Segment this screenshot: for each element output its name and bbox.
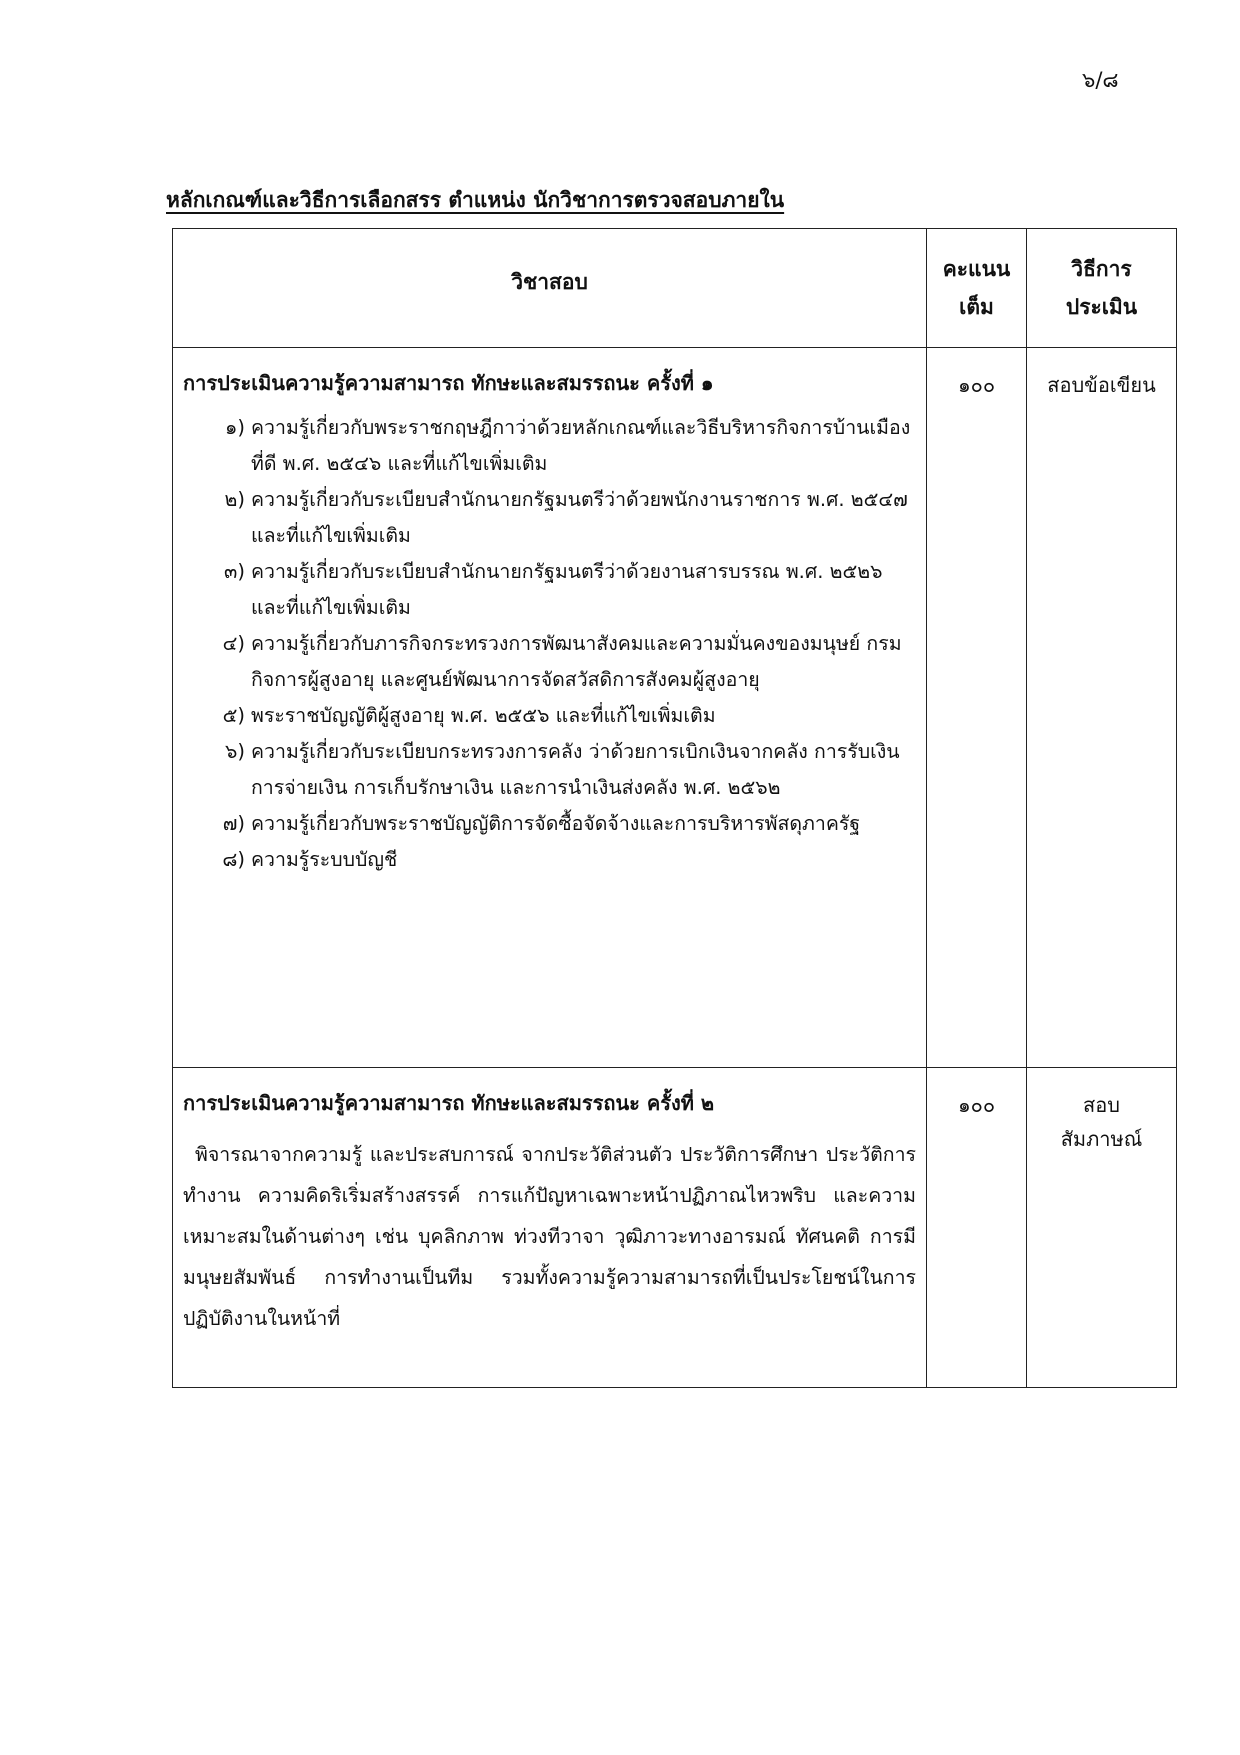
section-1-method: สอบข้อเขียน bbox=[1027, 348, 1177, 1068]
list-item-number: ๔) bbox=[222, 632, 245, 655]
list-item bbox=[183, 698, 916, 734]
list-item-text: ความรู้เกี่ยวกับระเบียบกระทรวงการคลัง ว่าด้วยการเบิกเงินจากคลัง การรับเงิน การจ่ายเงิน การเก็บรักษาเงิน และการนำเงินส่งคลัง พ.ศ. ๒๕๖๒ bbox=[251, 740, 900, 799]
list-item bbox=[183, 842, 916, 878]
section-2-subject-cell bbox=[173, 1068, 927, 1388]
table-row-section-2 bbox=[173, 1068, 1177, 1388]
table-row-section-1 bbox=[173, 348, 1177, 1068]
list-item bbox=[183, 482, 916, 554]
page-number: ๖/๘ bbox=[1082, 68, 1119, 92]
list-item-text: ความรู้เกี่ยวกับภารกิจกระทรวงการพัฒนาสังคมและความมั่นคงของมนุษย์ กรมกิจการผู้สูงอายุ และศูนย์พัฒนาการจัดสวัสดิการสังคมผู้สูงอายุ bbox=[251, 632, 902, 691]
list-item bbox=[183, 734, 916, 806]
document-title: หลักเกณฑ์และวิธีการเลือกสรร ตำแหน่ง นักวิชาการตรวจสอบภายใน bbox=[166, 188, 785, 212]
list-item bbox=[183, 626, 916, 698]
list-item-number: ๘) bbox=[222, 848, 245, 871]
section-1-heading: การประเมินความรู้ความสามารถ ทักษะและสมรรถนะ ครั้งที่ ๑ bbox=[183, 371, 714, 395]
list-item-number: ๕) bbox=[222, 704, 245, 727]
list-item-text: ความรู้เกี่ยวกับระเบียบสำนักนายกรัฐมนตรีว่าด้วยพนักงานราชการ พ.ศ. ๒๕๔๗ และที่แก้ไขเพิ่มเติม bbox=[251, 488, 908, 547]
list-item-number: ๓) bbox=[224, 560, 245, 583]
list-item-text: ความรู้เกี่ยวกับพระราชกฤษฎีกาว่าด้วยหลักเกณฑ์และวิธีบริหารกิจการบ้านเมืองที่ดี พ.ศ. ๒๕๔๖ และที่แก้ไขเพิ่มเติม bbox=[251, 416, 911, 475]
section-1-subject-cell bbox=[173, 348, 927, 1068]
selection-criteria-table bbox=[172, 228, 1177, 1388]
section-2-score: ๑๐๐ bbox=[927, 1068, 1027, 1388]
list-item-text: พระราชบัญญัติผู้สูงอายุ พ.ศ. ๒๕๕๖ และที่แก้ไขเพิ่มเติม bbox=[251, 704, 716, 727]
list-item-text: ความรู้ระบบบัญชี bbox=[251, 848, 398, 871]
list-item-number: ๑) bbox=[225, 416, 245, 439]
section-1-item-list bbox=[183, 410, 916, 878]
table-header-row bbox=[173, 229, 1177, 348]
list-item-text: ความรู้เกี่ยวกับระเบียบสำนักนายกรัฐมนตรีว่าด้วยงานสารบรรณ พ.ศ. ๒๕๒๖ และที่แก้ไขเพิ่มเติม bbox=[251, 560, 883, 619]
section-2-paragraph: พิจารณาจากความรู้ และประสบการณ์ จากประวัติส่วนตัว ประวัติการศึกษา ประวัติการทำงาน ความคิดริเริ่มสร้างสรรค์ การแก้ปัญหาเฉพาะหน้าปฏิภาณไหวพริบ และความเหมาะสมในด้านต่างๆ เช่น บุคลิกภาพ ท่วงทีวาจา วุฒิภาวะทางอารมณ์ ทัศนคติ การมีมนุษยสัมพันธ์ การทำงานเป็นทีม รวมทั้งความรู้ความสามารถที่เป็นประโยชน์ในการปฏิบัติงานในหน้าที่ bbox=[183, 1143, 916, 1330]
list-item-text: ความรู้เกี่ยวกับพระราชบัญญัติการจัดซื้อจัดจ้างและการบริหารพัสดุภาครัฐ bbox=[251, 812, 861, 835]
header-subject: วิชาสอบ bbox=[173, 229, 927, 348]
header-method: วิธีการ ประเมิน bbox=[1027, 229, 1177, 348]
section-2-heading: การประเมินความรู้ความสามารถ ทักษะและสมรรถนะ ครั้งที่ ๒ bbox=[183, 1091, 715, 1115]
section-2-method: สอบ สัมภาษณ์ bbox=[1027, 1068, 1177, 1388]
list-item bbox=[183, 410, 916, 482]
header-score: คะแนน เต็ม bbox=[927, 229, 1027, 348]
list-item bbox=[183, 554, 916, 626]
section-1-score: ๑๐๐ bbox=[927, 348, 1027, 1068]
list-item-number: ๖) bbox=[225, 740, 245, 763]
list-item-number: ๗) bbox=[222, 812, 245, 835]
list-item-number: ๒) bbox=[224, 488, 245, 511]
list-item bbox=[183, 806, 916, 842]
